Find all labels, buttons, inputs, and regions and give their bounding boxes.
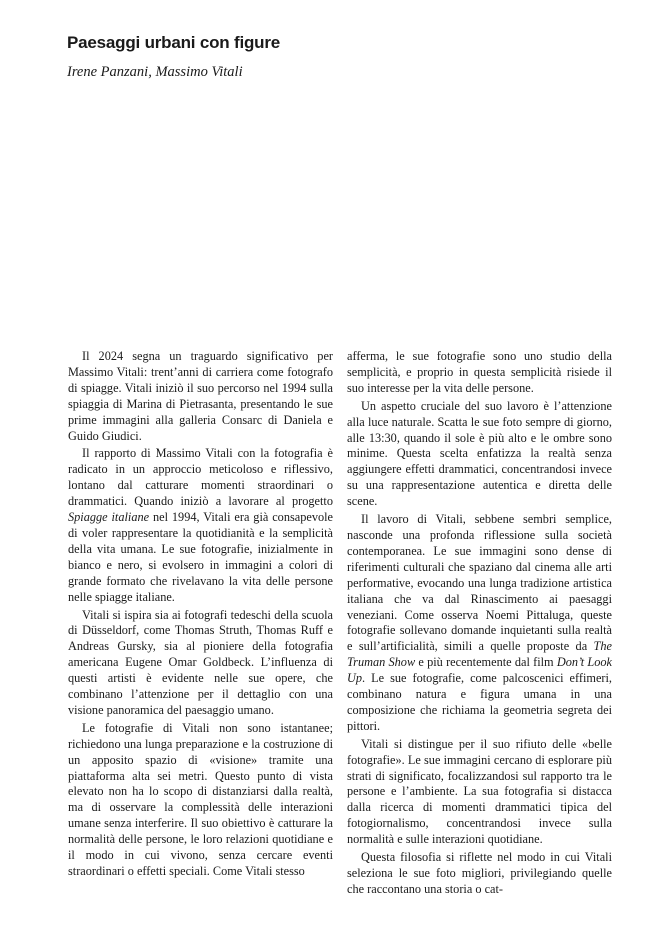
paragraph-text: e più recentemente dal film [415,655,557,670]
paragraph-text: Il lavoro di Vitali, sebbene sembri semplice, nasconde una profonda riflessione sulla società contemporanea. Le sue immagini sono dense di riferimenti culturali che spaziano dal cinema alle arti performative, evocando una lunga tradizione artistica italiana che va dal Rinascimento ai paesaggi veneziani. Come osserva Noemi Pittaluga, queste fotografie sollevano domande inquietanti sulla realtà e sull’artificialità, simili a quelle proposte da [347,512,612,654]
paragraph-text: nel 1994, Vitali era già consapevole di voler rappresentare la quotidianità e la semplicità della vita umana. Le sue fotografie, inizialmente in bianco e nero, si evolsero in immagini a colori di grande formato che rivelavano la vita delle persone nelle spiagge italiane. [68,510,333,604]
paragraph [347,512,612,735]
italic-title: Spiagge italiane [68,510,150,525]
article-title: Paesaggi urbani con figure [67,33,281,52]
paragraph: Le fotografie di Vitali non sono istantanee; richiedono una lunga preparazione e la costruzione di un apposito spazio di «visione» tramite una piattaforma alta sei metri. Questo punto di vista elevato non ha lo scopo di distanziarsi dalla realtà, ma di osservare la complessità delle interazioni umane senza interferire. Il suo obiettivo è catturare la normalità delle persone, le loro relazioni quotidiane e il modo in cui vivono, senza cercare eventi straordinari o effetti speciali. Come Vitali stesso [68,720,333,878]
italic-title: The Truman Show [347,639,612,670]
paragraph: Il 2024 segna un traguardo significativo per Massimo Vitali: trent’anni di carriera come fotografo di spiagge. Vitali iniziò il suo percorso nel 1994 sulla spiaggia di Marina di Pietrasanta, presentando le sue prime immagini alla galleria Consarc di Daniela e Guido Giudici. [68,349,333,443]
paragraph: Vitali si distingue per il suo rifiuto delle «belle fotografie». Le sue immagini cercano di esplorare più strati di significato, focalizzandosi sul rapporto tra le persone e l’ambiente. La sua fotografia si distacca dalla ricerca di momenti drammatici tipica del fotogiornalismo, concentrandosi invece sulla normalità e sulle interazioni quotidiane. [347,736,612,847]
paragraph: Un aspetto cruciale del suo lavoro è l’attenzione alla luce naturale. Scatta le sue foto sempre di giorno, alle 13:30, quando il sole è più alto e le ombre sono minime. Questa scelta enfatizza la realtà senza aggiungere effetti drammatici, concentrandosi invece su una rappresentazione autentica e diretta delle scene. [347,398,612,509]
paragraph-text: Il rapporto di Massimo Vitali con la fotografia è radicato in un approccio meticoloso e riflessivo, lontano dal catturare momenti straordinari o drammatici. Quando iniziò a lavorare al progetto [68,446,333,509]
paragraph [68,446,333,605]
italic-title: Don’t Look Up [347,655,613,686]
left-text-column [68,349,333,882]
article-authors: Irene Panzani, Massimo Vitali [67,64,243,80]
right-text-column [347,349,612,900]
paragraph: Questa filosofia si riflette nel modo in cui Vitali seleziona le sue foto migliori, privilegiando quelle che raccontano una storia o cat- [347,850,612,896]
paragraph: afferma, le sue fotografie sono uno studio della semplicità, e proprio in questa semplicità risiede il suo interesse per la vita delle persone. [347,349,612,395]
paragraph-text: . Le sue fotografie, come palcoscenici effimeri, combinano natura e figura umana in una composizione che richiama la geometria segreta dei pittori. [347,671,612,733]
paragraph: Vitali si ispira sia ai fotografi tedeschi della scuola di Düsseldorf, come Thomas Struth, Thomas Ruff e Andreas Gursky, sia al pioniere della fotografia americana Eugene Omar Goldbeck. L’influenza di questi artisti è evidente nelle sue opere, che combinano l’attenzione per il dettaglio con una visione panoramica del paesaggio umano. [68,607,333,717]
